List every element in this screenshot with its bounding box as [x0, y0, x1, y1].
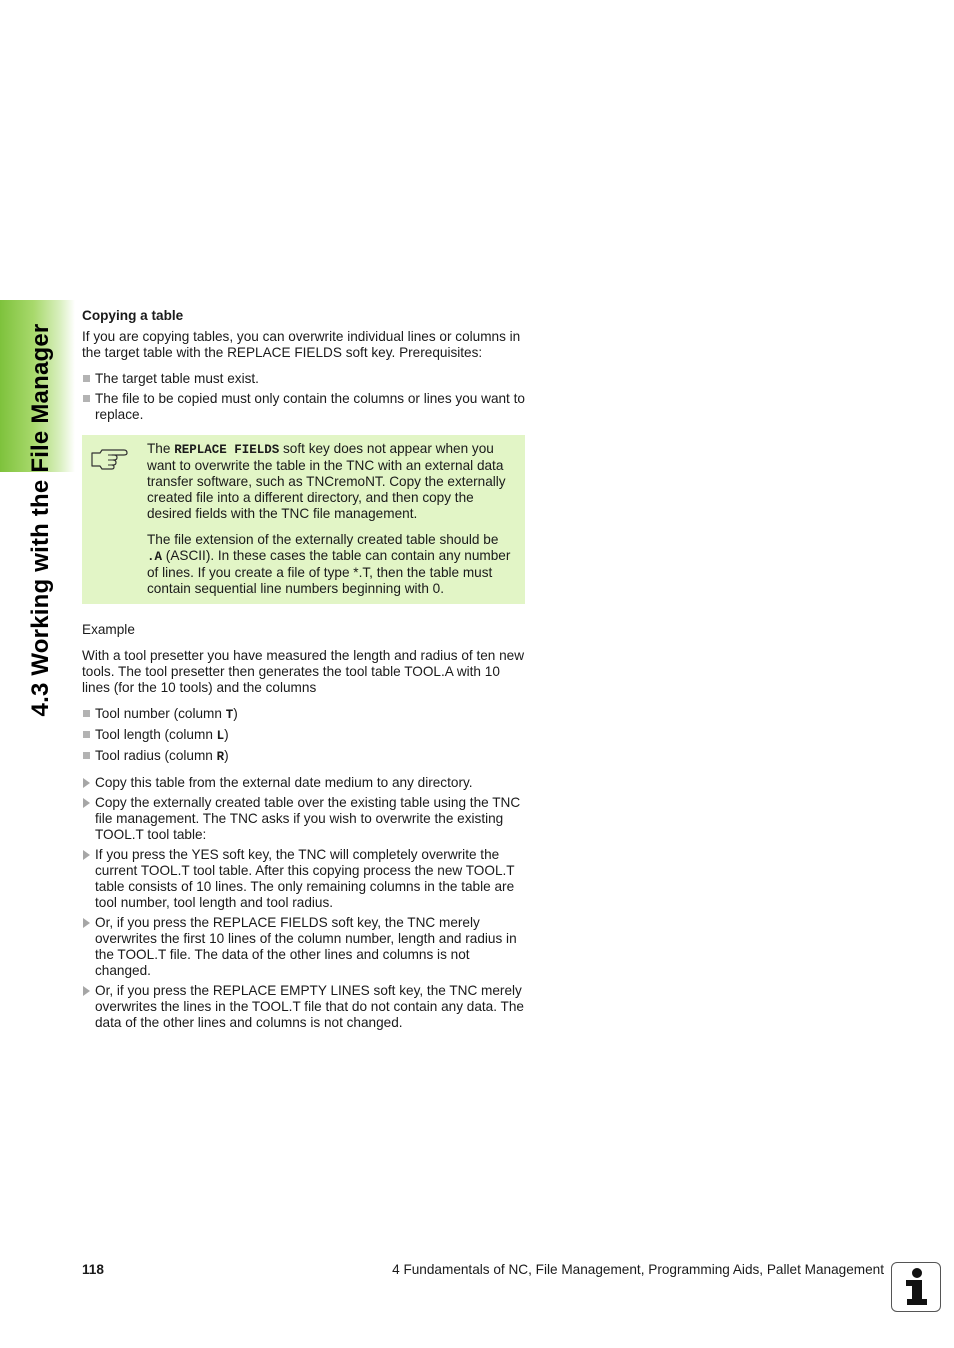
prerequisite-text: The file to be copied must only contain the columns or lines you want to replace.	[95, 391, 525, 422]
prerequisite-item	[82, 391, 525, 423]
step-item	[82, 983, 525, 1031]
arrow-bullet-icon	[83, 986, 90, 996]
square-bullet-icon	[83, 752, 90, 759]
example-label: Example	[82, 622, 135, 637]
arrow-bullet-icon	[83, 798, 90, 808]
chapter-side-title: 4.3 Working with the File Manager	[27, 323, 54, 717]
column-close: )	[224, 727, 229, 742]
note-paragraph-2	[147, 532, 515, 597]
column-key: L	[216, 729, 225, 743]
arrow-bullet-icon	[83, 778, 90, 788]
arrow-bullet-icon	[83, 850, 90, 860]
info-glyph	[892, 1263, 939, 1310]
prerequisite-text: The target table must exist.	[95, 371, 259, 386]
column-text: Tool radius (column	[95, 748, 217, 763]
pointing-hand-icon	[90, 443, 128, 471]
column-text: Tool length (column	[95, 727, 217, 742]
note-text: The file extension of the externally created table should be	[147, 532, 499, 547]
step-item	[82, 795, 525, 843]
page-number: 118	[82, 1262, 104, 1277]
step-item	[82, 915, 525, 979]
square-bullet-icon	[83, 375, 90, 382]
step-text: Or, if you press the REPLACE EMPTY LINES soft key, the TNC merely overwrites the lines in the TOOL.T file that do not contain any data. The data of the other lines and columns is not changed.	[95, 983, 524, 1030]
column-close: )	[233, 706, 238, 721]
info-icon	[891, 1262, 941, 1312]
step-text: Or, if you press the REPLACE FIELDS soft key, the TNC merely overwrites the first 10 lines of the column number, length and radius in the TOOL.T file. The data of the other lines and columns is not changed.	[95, 915, 517, 978]
softkey-label: REPLACE FIELDS	[174, 443, 280, 457]
note-text: (ASCII). In these cases the table can contain any number of lines. If you create a file of type *.T, then the table must contain sequential line numbers beginning with 0.	[147, 548, 511, 596]
column-key: T	[225, 708, 234, 722]
column-item	[82, 727, 525, 744]
note-paragraph-1	[147, 441, 515, 522]
note-box	[82, 435, 525, 604]
column-item	[82, 706, 525, 723]
square-bullet-icon	[83, 395, 90, 402]
note-text: soft key does not appear when you want to overwrite the table in the TNC with an external data transfer software, such as TNCremoNT. Copy the externally created file into a different directory, and then copy the desired fields with the TNC file management.	[147, 441, 506, 521]
arrow-bullet-icon	[83, 918, 90, 928]
section-intro: If you are copying tables, you can overwrite individual lines or columns in the target table with the REPLACE FIELDS soft key. Prerequisites:	[82, 329, 521, 360]
column-item	[82, 748, 525, 765]
column-close: )	[224, 748, 229, 763]
section-heading: Copying a table	[82, 308, 184, 323]
main-content	[82, 308, 525, 1035]
step-text: Copy this table from the external date medium to any directory.	[95, 775, 473, 790]
file-extension: .A	[147, 550, 163, 564]
step-item	[82, 847, 525, 911]
step-text: If you press the YES soft key, the TNC will completely overwrite the current TOOL.T tool table. After this copying process the new TOOL.T table consists of 10 lines. The only remaining columns in the table are tool number, tool length and tool radius.	[95, 847, 515, 910]
chapter-footer: 4 Fundamentals of NC, File Management, Programming Aids, Pallet Management	[392, 1262, 884, 1277]
example-intro: With a tool presetter you have measured the length and radius of ten new tools. The tool presetter then generates the tool table TOOL.A with 10 lines (for the 10 tools) and the columns	[82, 648, 525, 695]
square-bullet-icon	[83, 710, 90, 717]
step-text: Copy the externally created table over the existing table using the TNC file management. The TNC asks if you wish to overwrite the existing TOOL.T tool table:	[95, 795, 521, 842]
square-bullet-icon	[83, 731, 90, 738]
step-item	[82, 775, 525, 791]
column-text: Tool number (column	[95, 706, 226, 721]
note-text: The	[147, 441, 175, 456]
column-key: R	[216, 750, 225, 764]
prerequisite-item	[82, 371, 525, 387]
